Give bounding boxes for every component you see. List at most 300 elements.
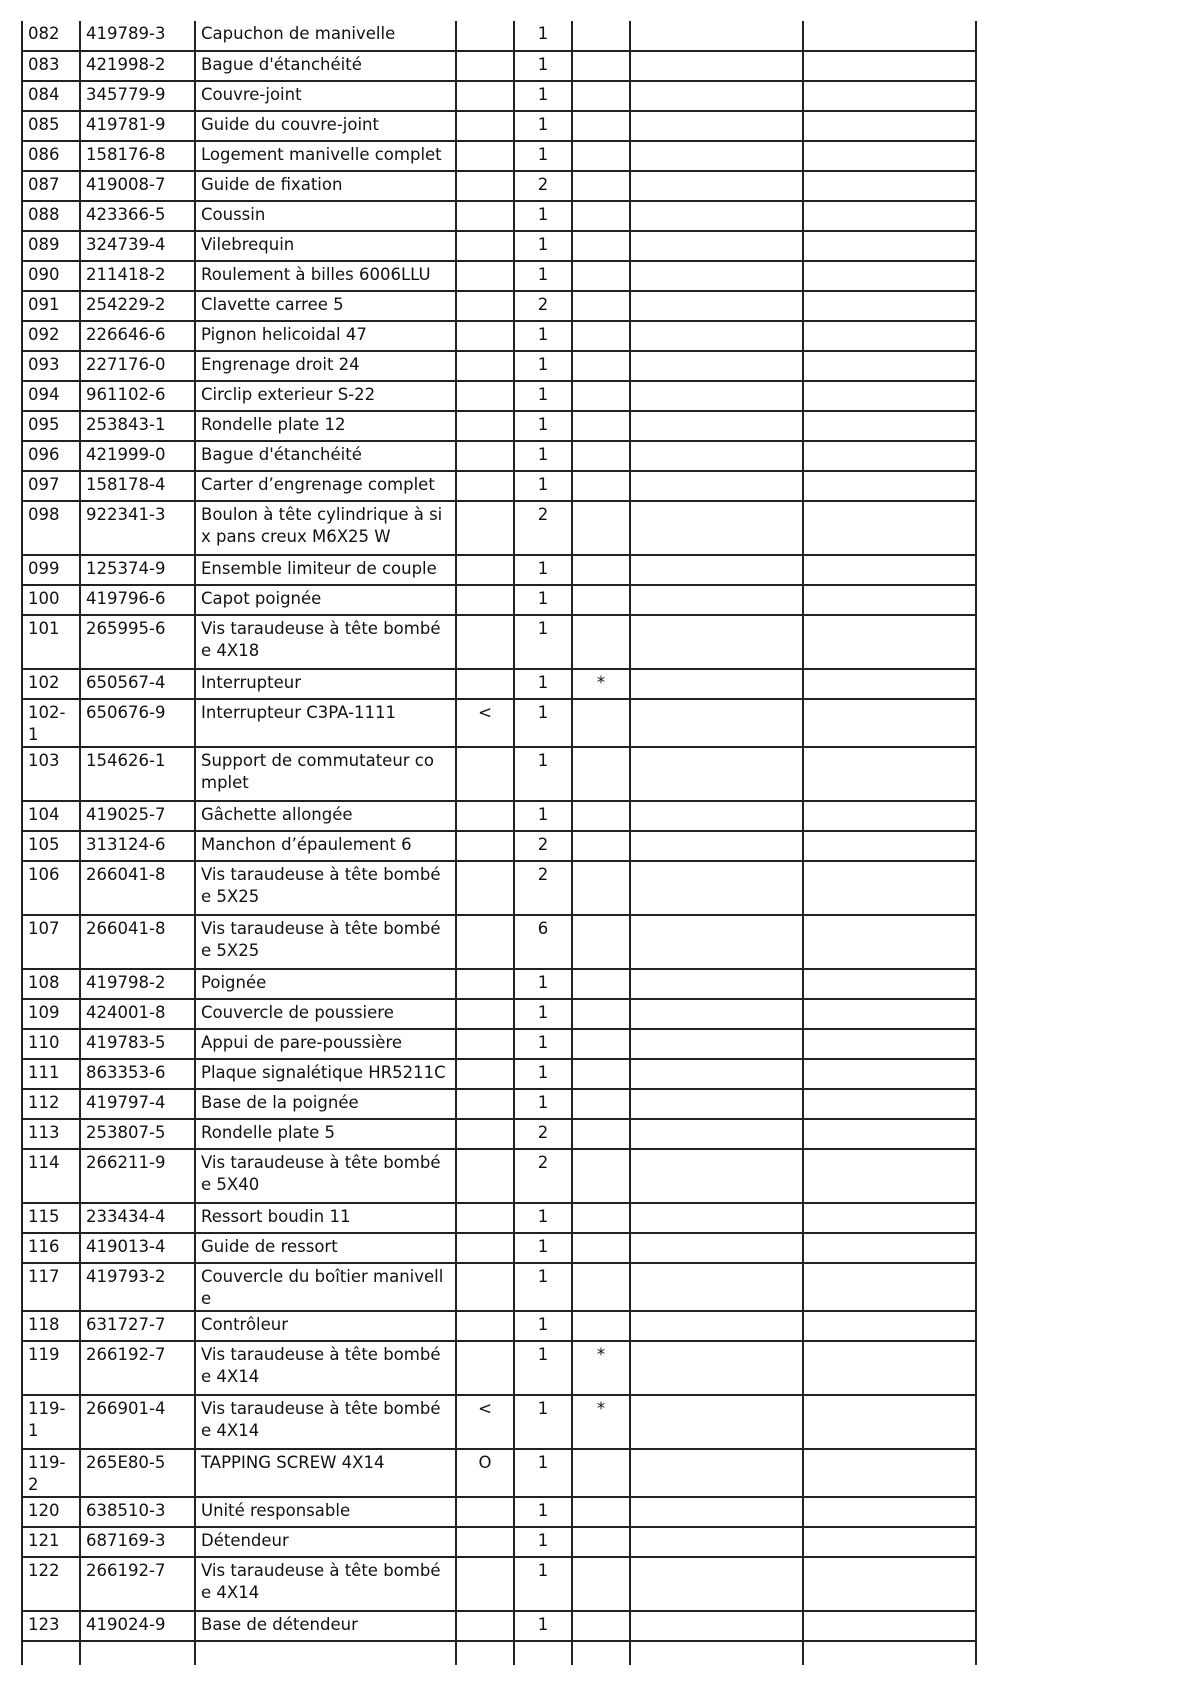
quantity-cell: 1 — [514, 585, 572, 615]
table-row — [22, 81, 976, 111]
part-number-cell: 253807-5 — [80, 1119, 195, 1149]
empty-cell-2 — [803, 1149, 976, 1203]
empty-cell-2 — [803, 201, 976, 231]
blank-cell — [630, 1641, 803, 1665]
blank-cell — [80, 1641, 195, 1665]
part-number-cell: 266901-4 — [80, 1395, 195, 1449]
table-row — [22, 999, 976, 1029]
part-number-cell: 631727-7 — [80, 1311, 195, 1341]
empty-cell-2 — [803, 21, 976, 51]
table-row — [22, 471, 976, 501]
table-row — [22, 1059, 976, 1089]
part-number-cell: 266041-8 — [80, 915, 195, 969]
empty-cell-1 — [630, 201, 803, 231]
table-row-blank — [22, 1641, 976, 1665]
table-row — [22, 1497, 976, 1527]
change-mark-cell: O — [456, 1449, 514, 1497]
quantity-cell: 1 — [514, 1311, 572, 1341]
empty-cell-2 — [803, 441, 976, 471]
description-cell: Base de détendeur — [195, 1611, 456, 1641]
note-cell — [572, 381, 630, 411]
quantity-cell: 1 — [514, 1497, 572, 1527]
empty-cell-1 — [630, 999, 803, 1029]
quantity-cell: 1 — [514, 381, 572, 411]
table-row — [22, 1527, 976, 1557]
quantity-cell: 1 — [514, 141, 572, 171]
note-cell — [572, 1557, 630, 1611]
table-row — [22, 201, 976, 231]
empty-cell-2 — [803, 1497, 976, 1527]
note-cell — [572, 1233, 630, 1263]
empty-cell-2 — [803, 1263, 976, 1311]
table-row — [22, 231, 976, 261]
part-number-cell: 266192-7 — [80, 1557, 195, 1611]
description-cell: Bague d'étanchéité — [195, 441, 456, 471]
description-cell: Guide de fixation — [195, 171, 456, 201]
quantity-cell: 1 — [514, 615, 572, 669]
empty-cell-1 — [630, 861, 803, 915]
table-row — [22, 801, 976, 831]
item-number-cell: 113 — [22, 1119, 80, 1149]
empty-cell-2 — [803, 1449, 976, 1497]
part-number-cell: 419798-2 — [80, 969, 195, 999]
part-number-cell: 419796-6 — [80, 585, 195, 615]
empty-cell-2 — [803, 171, 976, 201]
empty-cell-1 — [630, 351, 803, 381]
note-cell: * — [572, 1395, 630, 1449]
table-row — [22, 1089, 976, 1119]
description-cell: Contrôleur — [195, 1311, 456, 1341]
empty-cell-2 — [803, 501, 976, 555]
part-number-cell: 125374-9 — [80, 555, 195, 585]
note-cell — [572, 81, 630, 111]
quantity-cell: 1 — [514, 747, 572, 801]
empty-cell-2 — [803, 1341, 976, 1395]
part-number-cell: 265995-6 — [80, 615, 195, 669]
item-number-cell: 082 — [22, 21, 80, 51]
note-cell — [572, 141, 630, 171]
table-row — [22, 141, 976, 171]
empty-cell-1 — [630, 747, 803, 801]
note-cell — [572, 585, 630, 615]
empty-cell-1 — [630, 1341, 803, 1395]
empty-cell-1 — [630, 171, 803, 201]
change-mark-cell — [456, 21, 514, 51]
empty-cell-1 — [630, 501, 803, 555]
change-mark-cell — [456, 171, 514, 201]
item-number-cell: 119-2 — [22, 1449, 80, 1497]
empty-cell-2 — [803, 1233, 976, 1263]
table-row — [22, 747, 976, 801]
change-mark-cell: < — [456, 1395, 514, 1449]
quantity-cell: 1 — [514, 471, 572, 501]
quantity-cell: 1 — [514, 81, 572, 111]
change-mark-cell — [456, 1311, 514, 1341]
item-number-cell: 099 — [22, 555, 80, 585]
change-mark-cell — [456, 615, 514, 669]
note-cell: * — [572, 669, 630, 699]
empty-cell-1 — [630, 1449, 803, 1497]
item-number-cell: 093 — [22, 351, 80, 381]
empty-cell-2 — [803, 801, 976, 831]
table-row — [22, 861, 976, 915]
part-number-cell: 265E80-5 — [80, 1449, 195, 1497]
part-number-cell: 419793-2 — [80, 1263, 195, 1311]
item-number-cell: 106 — [22, 861, 80, 915]
change-mark-cell — [456, 1233, 514, 1263]
description-cell: Vis taraudeuse à tête bombée 5X25 — [195, 915, 456, 969]
note-cell — [572, 441, 630, 471]
table-row — [22, 351, 976, 381]
empty-cell-1 — [630, 1149, 803, 1203]
item-number-cell: 092 — [22, 321, 80, 351]
description-cell: Engrenage droit 24 — [195, 351, 456, 381]
note-cell — [572, 21, 630, 51]
table-row — [22, 1557, 976, 1611]
part-number-cell: 154626-1 — [80, 747, 195, 801]
empty-cell-2 — [803, 381, 976, 411]
empty-cell-2 — [803, 861, 976, 915]
description-cell: Boulon à tête cylindrique à six pans creux M6X25 W — [195, 501, 456, 555]
description-cell: Capot poignée — [195, 585, 456, 615]
change-mark-cell — [456, 321, 514, 351]
description-cell: Couvercle du boîtier manivelle — [195, 1263, 456, 1311]
item-number-cell: 123 — [22, 1611, 80, 1641]
empty-cell-2 — [803, 969, 976, 999]
quantity-cell: 1 — [514, 321, 572, 351]
empty-cell-1 — [630, 381, 803, 411]
description-cell: Vis taraudeuse à tête bombée 4X14 — [195, 1341, 456, 1395]
change-mark-cell — [456, 111, 514, 141]
note-cell — [572, 411, 630, 441]
note-cell — [572, 231, 630, 261]
table-row — [22, 1395, 976, 1449]
item-number-cell: 083 — [22, 51, 80, 81]
empty-cell-1 — [630, 141, 803, 171]
table-row — [22, 1203, 976, 1233]
quantity-cell: 1 — [514, 969, 572, 999]
empty-cell-2 — [803, 585, 976, 615]
blank-cell — [803, 1641, 976, 1665]
item-number-cell: 116 — [22, 1233, 80, 1263]
empty-cell-2 — [803, 471, 976, 501]
table-row — [22, 1119, 976, 1149]
empty-cell-1 — [630, 969, 803, 999]
quantity-cell: 1 — [514, 261, 572, 291]
table-row — [22, 111, 976, 141]
note-cell — [572, 555, 630, 585]
table-row — [22, 381, 976, 411]
description-cell: Roulement à billes 6006LLU — [195, 261, 456, 291]
description-cell: Couvercle de poussiere — [195, 999, 456, 1029]
empty-cell-2 — [803, 1395, 976, 1449]
empty-cell-2 — [803, 1119, 976, 1149]
description-cell: Guide de ressort — [195, 1233, 456, 1263]
item-number-cell: 118 — [22, 1311, 80, 1341]
parts-list-table — [21, 21, 977, 1665]
note-cell — [572, 1089, 630, 1119]
table-row — [22, 261, 976, 291]
change-mark-cell — [456, 999, 514, 1029]
quantity-cell: 1 — [514, 231, 572, 261]
description-cell: Ressort boudin 11 — [195, 1203, 456, 1233]
part-number-cell: 961102-6 — [80, 381, 195, 411]
change-mark-cell — [456, 1557, 514, 1611]
change-mark-cell — [456, 861, 514, 915]
note-cell — [572, 321, 630, 351]
item-number-cell: 094 — [22, 381, 80, 411]
part-number-cell: 419783-5 — [80, 1029, 195, 1059]
item-number-cell: 120 — [22, 1497, 80, 1527]
empty-cell-1 — [630, 801, 803, 831]
note-cell — [572, 171, 630, 201]
change-mark-cell — [456, 585, 514, 615]
quantity-cell: 1 — [514, 1611, 572, 1641]
empty-cell-1 — [630, 1611, 803, 1641]
quantity-cell: 1 — [514, 1233, 572, 1263]
description-cell: Interrupteur — [195, 669, 456, 699]
part-number-cell: 313124-6 — [80, 831, 195, 861]
item-number-cell: 115 — [22, 1203, 80, 1233]
description-cell: Détendeur — [195, 1527, 456, 1557]
part-number-cell: 266192-7 — [80, 1341, 195, 1395]
quantity-cell: 1 — [514, 441, 572, 471]
empty-cell-1 — [630, 915, 803, 969]
item-number-cell: 090 — [22, 261, 80, 291]
table-row — [22, 21, 976, 51]
description-cell: TAPPING SCREW 4X14 — [195, 1449, 456, 1497]
description-cell: Rondelle plate 12 — [195, 411, 456, 441]
quantity-cell: 1 — [514, 1029, 572, 1059]
description-cell: Poignée — [195, 969, 456, 999]
empty-cell-1 — [630, 1557, 803, 1611]
description-cell: Pignon helicoidal 47 — [195, 321, 456, 351]
empty-cell-1 — [630, 1497, 803, 1527]
item-number-cell: 097 — [22, 471, 80, 501]
part-number-cell: 863353-6 — [80, 1059, 195, 1089]
quantity-cell: 1 — [514, 1395, 572, 1449]
change-mark-cell — [456, 1203, 514, 1233]
part-number-cell: 254229-2 — [80, 291, 195, 321]
empty-cell-2 — [803, 81, 976, 111]
note-cell — [572, 291, 630, 321]
change-mark-cell — [456, 969, 514, 999]
part-number-cell: 421999-0 — [80, 441, 195, 471]
note-cell — [572, 1449, 630, 1497]
quantity-cell: 2 — [514, 831, 572, 861]
empty-cell-2 — [803, 1311, 976, 1341]
quantity-cell: 1 — [514, 1449, 572, 1497]
blank-cell — [572, 1641, 630, 1665]
item-number-cell: 105 — [22, 831, 80, 861]
empty-cell-2 — [803, 1089, 976, 1119]
change-mark-cell — [456, 1119, 514, 1149]
change-mark-cell — [456, 1089, 514, 1119]
note-cell — [572, 1059, 630, 1089]
part-number-cell: 233434-4 — [80, 1203, 195, 1233]
empty-cell-1 — [630, 585, 803, 615]
item-number-cell: 086 — [22, 141, 80, 171]
change-mark-cell — [456, 351, 514, 381]
table-row — [22, 831, 976, 861]
empty-cell-1 — [630, 555, 803, 585]
item-number-cell: 119-1 — [22, 1395, 80, 1449]
empty-cell-2 — [803, 291, 976, 321]
quantity-cell: 1 — [514, 51, 572, 81]
part-number-cell: 266041-8 — [80, 861, 195, 915]
empty-cell-1 — [630, 669, 803, 699]
quantity-cell: 1 — [514, 669, 572, 699]
item-number-cell: 114 — [22, 1149, 80, 1203]
description-cell: Unité responsable — [195, 1497, 456, 1527]
table-row — [22, 669, 976, 699]
item-number-cell: 110 — [22, 1029, 80, 1059]
item-number-cell: 100 — [22, 585, 80, 615]
quantity-cell: 1 — [514, 1059, 572, 1089]
description-cell: Guide du couvre-joint — [195, 111, 456, 141]
part-number-cell: 226646-6 — [80, 321, 195, 351]
part-number-cell: 650567-4 — [80, 669, 195, 699]
note-cell — [572, 615, 630, 669]
empty-cell-1 — [630, 111, 803, 141]
item-number-cell: 084 — [22, 81, 80, 111]
table-row — [22, 51, 976, 81]
table-row — [22, 1263, 976, 1311]
change-mark-cell — [456, 801, 514, 831]
quantity-cell: 1 — [514, 555, 572, 585]
table-row — [22, 699, 976, 747]
part-number-cell: 211418-2 — [80, 261, 195, 291]
change-mark-cell — [456, 1059, 514, 1089]
empty-cell-1 — [630, 1119, 803, 1149]
table-row — [22, 501, 976, 555]
blank-cell — [22, 1641, 80, 1665]
item-number-cell: 085 — [22, 111, 80, 141]
empty-cell-2 — [803, 555, 976, 585]
empty-cell-2 — [803, 1557, 976, 1611]
description-cell: Vis taraudeuse à tête bombée 5X40 — [195, 1149, 456, 1203]
item-number-cell: 101 — [22, 615, 80, 669]
empty-cell-1 — [630, 699, 803, 747]
note-cell — [572, 801, 630, 831]
part-number-cell: 419789-3 — [80, 21, 195, 51]
change-mark-cell — [456, 1149, 514, 1203]
quantity-cell: 1 — [514, 801, 572, 831]
part-number-cell: 253843-1 — [80, 411, 195, 441]
empty-cell-1 — [630, 471, 803, 501]
quantity-cell: 6 — [514, 915, 572, 969]
change-mark-cell — [456, 51, 514, 81]
item-number-cell: 107 — [22, 915, 80, 969]
item-number-cell: 111 — [22, 1059, 80, 1089]
empty-cell-2 — [803, 669, 976, 699]
quantity-cell: 1 — [514, 411, 572, 441]
note-cell — [572, 1119, 630, 1149]
description-cell: Rondelle plate 5 — [195, 1119, 456, 1149]
part-number-cell: 227176-0 — [80, 351, 195, 381]
empty-cell-2 — [803, 1029, 976, 1059]
item-number-cell: 112 — [22, 1089, 80, 1119]
item-number-cell: 102 — [22, 669, 80, 699]
empty-cell-2 — [803, 1611, 976, 1641]
part-number-cell: 158178-4 — [80, 471, 195, 501]
change-mark-cell: < — [456, 699, 514, 747]
change-mark-cell — [456, 1527, 514, 1557]
description-cell: Vis taraudeuse à tête bombée 4X18 — [195, 615, 456, 669]
part-number-cell: 419013-4 — [80, 1233, 195, 1263]
empty-cell-2 — [803, 831, 976, 861]
change-mark-cell — [456, 141, 514, 171]
note-cell — [572, 831, 630, 861]
part-number-cell: 423366-5 — [80, 201, 195, 231]
empty-cell-2 — [803, 1527, 976, 1557]
quantity-cell: 2 — [514, 1119, 572, 1149]
empty-cell-1 — [630, 291, 803, 321]
description-cell: Circlip exterieur S-22 — [195, 381, 456, 411]
item-number-cell: 089 — [22, 231, 80, 261]
empty-cell-1 — [630, 1089, 803, 1119]
note-cell — [572, 861, 630, 915]
note-cell — [572, 51, 630, 81]
note-cell — [572, 501, 630, 555]
change-mark-cell — [456, 915, 514, 969]
empty-cell-2 — [803, 411, 976, 441]
table-row — [22, 291, 976, 321]
description-cell: Appui de pare-poussière — [195, 1029, 456, 1059]
part-number-cell: 345779-9 — [80, 81, 195, 111]
change-mark-cell — [456, 1611, 514, 1641]
empty-cell-1 — [630, 231, 803, 261]
change-mark-cell — [456, 381, 514, 411]
empty-cell-1 — [630, 1263, 803, 1311]
description-cell: Support de commutateur complet — [195, 747, 456, 801]
empty-cell-1 — [630, 831, 803, 861]
change-mark-cell — [456, 441, 514, 471]
description-cell: Coussin — [195, 201, 456, 231]
part-number-cell: 419024-9 — [80, 1611, 195, 1641]
quantity-cell: 2 — [514, 291, 572, 321]
empty-cell-1 — [630, 441, 803, 471]
note-cell — [572, 999, 630, 1029]
empty-cell-2 — [803, 699, 976, 747]
empty-cell-2 — [803, 1059, 976, 1089]
table-row — [22, 321, 976, 351]
table-row — [22, 1149, 976, 1203]
blank-cell — [456, 1641, 514, 1665]
part-number-cell: 266211-9 — [80, 1149, 195, 1203]
empty-cell-1 — [630, 1029, 803, 1059]
empty-cell-1 — [630, 261, 803, 291]
description-cell: Vis taraudeuse à tête bombée 4X14 — [195, 1395, 456, 1449]
change-mark-cell — [456, 1497, 514, 1527]
change-mark-cell — [456, 261, 514, 291]
table-row — [22, 411, 976, 441]
description-cell: Manchon d’épaulement 6 — [195, 831, 456, 861]
item-number-cell: 121 — [22, 1527, 80, 1557]
note-cell — [572, 1527, 630, 1557]
empty-cell-1 — [630, 21, 803, 51]
change-mark-cell — [456, 669, 514, 699]
item-number-cell: 091 — [22, 291, 80, 321]
item-number-cell: 104 — [22, 801, 80, 831]
description-cell: Vilebrequin — [195, 231, 456, 261]
empty-cell-1 — [630, 1395, 803, 1449]
note-cell — [572, 969, 630, 999]
note-cell — [572, 261, 630, 291]
empty-cell-2 — [803, 261, 976, 291]
note-cell — [572, 915, 630, 969]
part-number-cell: 419008-7 — [80, 171, 195, 201]
